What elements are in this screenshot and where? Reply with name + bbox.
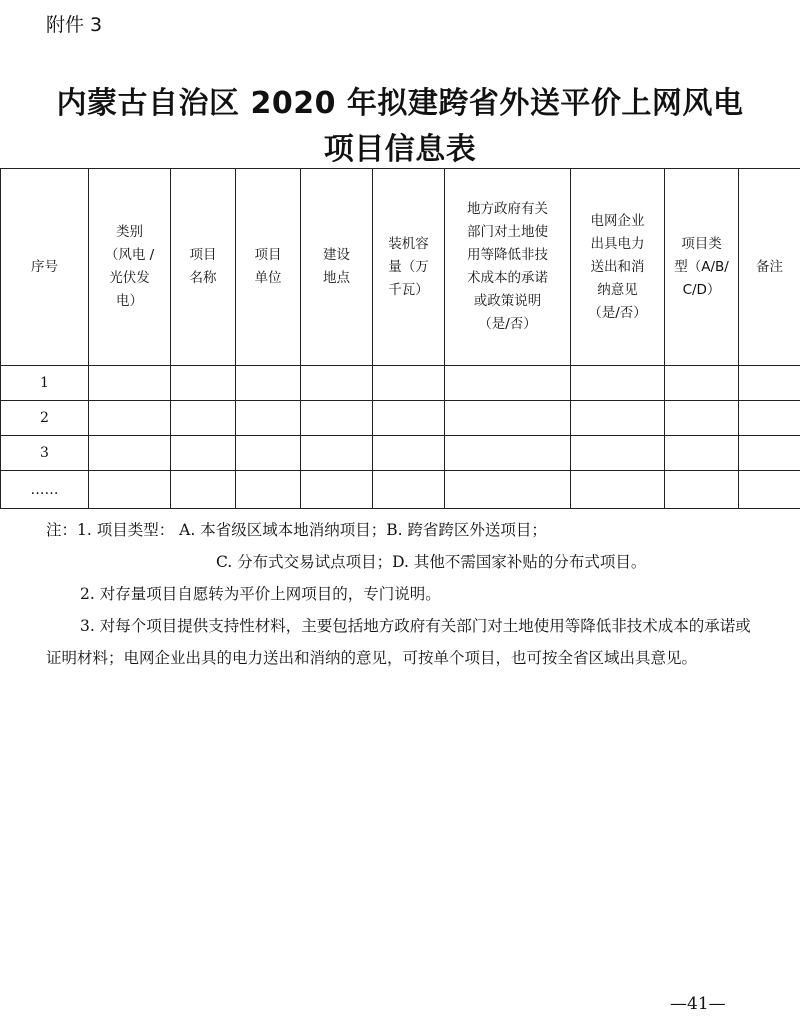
table-cell	[665, 471, 739, 509]
project-info-table	[0, 168, 800, 509]
header-cell	[301, 169, 373, 366]
note-line-3: 2. 对存量项目自愿转为平价上网项目的，专门说明。	[80, 585, 441, 603]
table-cell	[739, 471, 800, 509]
table-cell	[171, 471, 236, 509]
header-cell	[171, 169, 236, 366]
table-cell	[236, 401, 301, 436]
table-row	[1, 471, 800, 509]
table-cell	[236, 366, 301, 401]
table-cell	[739, 401, 800, 436]
table-cell	[301, 436, 373, 471]
table-cell	[89, 366, 171, 401]
header-remarks: 备注	[756, 258, 783, 275]
table-cell	[301, 471, 373, 509]
table-header-row	[1, 169, 800, 366]
table-cell	[301, 401, 373, 436]
header-project-name: 项目 名称	[189, 247, 217, 286]
table-cell	[571, 401, 665, 436]
table-cell	[89, 436, 171, 471]
table-cell	[445, 471, 571, 509]
header-cell	[236, 169, 301, 366]
header-cell	[373, 169, 445, 366]
page-title-line-1: 内蒙古自治区 2020 年拟建跨省外送平价上网风电	[56, 86, 744, 121]
table-row	[1, 401, 800, 436]
header-serial: 序号	[31, 258, 58, 275]
table-cell	[373, 436, 445, 471]
table-cell	[665, 401, 739, 436]
table-cell	[373, 366, 445, 401]
row-serial: 1	[1, 366, 89, 401]
table-cell	[571, 471, 665, 509]
header-grid-opinion: 电网企业 出具电力 送出和消 纳意见 （是/否）	[588, 212, 647, 321]
table-cell	[739, 366, 800, 401]
row-serial: 2	[1, 401, 89, 436]
header-project-type: 项目类 型（A/B/ C/D）	[674, 235, 729, 298]
table-cell	[739, 436, 800, 471]
header-project-unit: 项目 单位	[254, 247, 282, 286]
page-number: —41—	[670, 994, 726, 1014]
table-cell	[445, 436, 571, 471]
table-cell	[571, 366, 665, 401]
note-line-1: 注：1. 项目类型： A. 本省级区域本地消纳项目；B. 跨省跨区外送项目；	[46, 521, 547, 539]
table-cell	[445, 366, 571, 401]
table-cell	[236, 436, 301, 471]
note-line-4: 3. 对每个项目提供支持性材料，主要包括地方政府有关部门对土地使用等降低非技术成本的承诺或证明材料；电网企业出具的电力送出和消纳的意见，可按单个项目，也可按全省区域出具意见。	[46, 617, 751, 667]
table-cell	[373, 471, 445, 509]
table-cell	[171, 366, 236, 401]
table-cell	[373, 401, 445, 436]
header-gov-commitment: 地方政府有关 部门对土地使 用等降低非技 术成本的承诺 或政策说明 （是/否）	[467, 201, 548, 332]
table-cell	[89, 401, 171, 436]
header-cell	[1, 169, 89, 366]
note-line-2: C. 分布式交易试点项目；D. 其他不需国家补贴的分布式项目。	[216, 553, 647, 571]
table-cell	[171, 436, 236, 471]
table-row	[1, 366, 800, 401]
table-cell	[665, 366, 739, 401]
table-cell	[236, 471, 301, 509]
notes-section	[46, 514, 756, 674]
table-cell	[571, 436, 665, 471]
table-cell	[301, 366, 373, 401]
header-cell	[89, 169, 171, 366]
table-cell	[89, 471, 171, 509]
table-cell	[665, 436, 739, 471]
header-cell	[739, 169, 800, 366]
header-location: 建设 地点	[323, 247, 350, 286]
row-serial: ……	[1, 471, 89, 509]
header-cell	[445, 169, 571, 366]
header-cell	[571, 169, 665, 366]
header-category: 类别 （风电 / 光伏发 电）	[104, 224, 155, 309]
table-cell	[445, 401, 571, 436]
header-capacity: 装机容 量（万 千瓦）	[388, 235, 429, 298]
header-cell	[665, 169, 739, 366]
attachment-label: 附件 3	[46, 14, 103, 36]
row-serial: 3	[1, 436, 89, 471]
table-cell	[171, 401, 236, 436]
page-title-line-2: 项目信息表	[323, 132, 477, 167]
table-row	[1, 436, 800, 471]
